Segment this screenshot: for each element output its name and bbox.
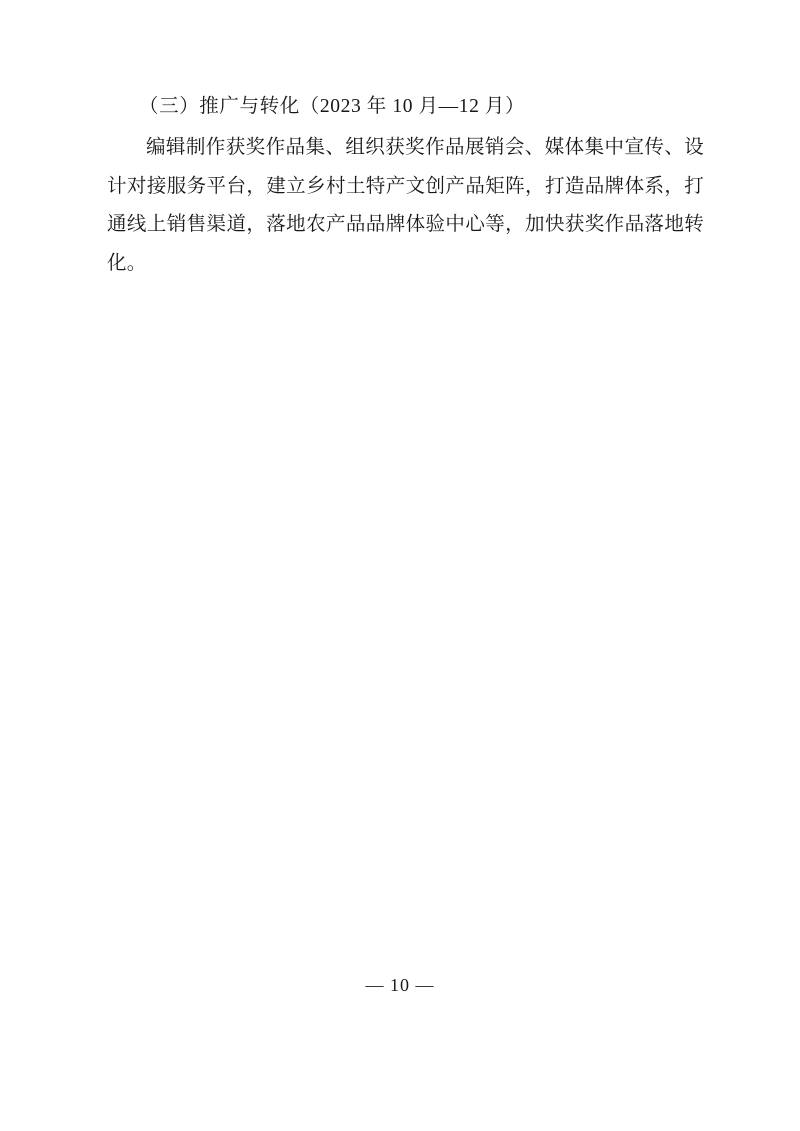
page-footer bbox=[0, 975, 800, 996]
body-paragraph: 编辑制作获奖作品集、组织获奖作品展销会、媒体集中宣传、设计对接服务平台，建立乡村土特产文创产品矩阵，打造品牌体系，打通线上销售渠道，落地农产品品牌体验中心等，加快获奖作品落地转化。 bbox=[107, 137, 704, 274]
page-number: — 10 — bbox=[365, 975, 435, 995]
document-body bbox=[107, 88, 704, 283]
section-heading: （三）推广与转化（2023 年 10 月—12 月） bbox=[139, 96, 526, 117]
